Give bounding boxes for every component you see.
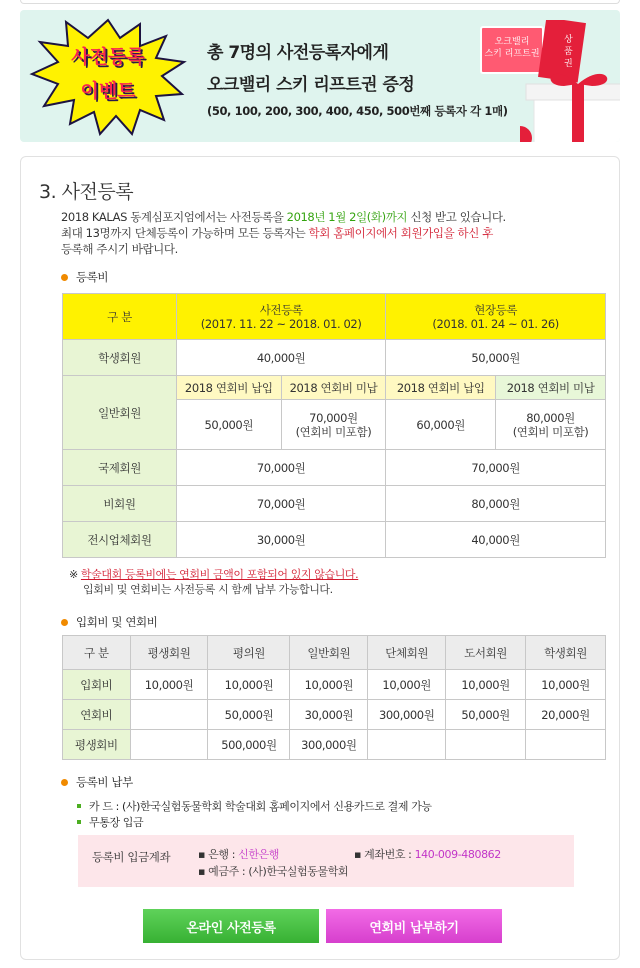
dues-cell: 10,000원 bbox=[526, 670, 606, 700]
row-label: 전시업체회원 bbox=[63, 522, 177, 558]
dues-cell bbox=[130, 700, 208, 730]
dues-header: 학생회원 bbox=[526, 636, 606, 670]
fee-header-site-range: (2018. 01. 24 ~ 01. 26) bbox=[432, 316, 559, 331]
intro-text-d: 최대 13명까지 단체등록이 가능하며 모든 등록자는 bbox=[61, 226, 309, 240]
dues-table bbox=[62, 635, 606, 760]
online-registration-button[interactable]: 온라인 사전등록 bbox=[143, 909, 319, 943]
row-label: 학생회원 bbox=[63, 340, 177, 376]
table-row bbox=[63, 670, 606, 700]
fee-cell: 80,000원 bbox=[386, 486, 606, 522]
dues-header: 도서회원 bbox=[446, 636, 526, 670]
sub-header: 2018 연회비 납입 bbox=[386, 376, 496, 400]
fee-cell: 70,000원 bbox=[176, 486, 385, 522]
fee-note-block bbox=[69, 567, 358, 597]
row-label: 일반회원 bbox=[63, 376, 177, 450]
payment-heading bbox=[61, 774, 133, 790]
dues-cell bbox=[368, 730, 446, 760]
dues-cell: 30,000원 bbox=[290, 700, 368, 730]
fee-note: (연회비 미포함) bbox=[512, 424, 589, 439]
pay-dues-button[interactable]: 연회비 납부하기 bbox=[326, 909, 502, 943]
fee-cell: 50,000원 bbox=[176, 400, 281, 450]
fee-note: (연회비 미포함) bbox=[295, 424, 372, 439]
fee-heading-label: 등록비 bbox=[76, 270, 109, 284]
fee-header-site-label: 현장등록 bbox=[474, 302, 518, 317]
fee-cell: 50,000원 bbox=[386, 340, 606, 376]
bullet-square-icon bbox=[77, 820, 81, 824]
intro-text-f: 등록해 주시기 바랍니다. bbox=[61, 242, 178, 256]
fee-header-site bbox=[386, 294, 606, 340]
fee-header-pre-label: 사전등록 bbox=[259, 302, 303, 317]
fee-cell: 30,000원 bbox=[176, 522, 385, 558]
dues-row-label: 연회비 bbox=[63, 700, 131, 730]
dues-heading bbox=[61, 614, 157, 630]
dues-cell: 50,000원 bbox=[208, 700, 290, 730]
account-holder: ▪ 예금주 : (사)한국실험동물학회 bbox=[198, 865, 349, 878]
note-mark: ※ bbox=[69, 568, 81, 581]
section-title: 3. 사전등록 bbox=[39, 181, 134, 203]
dues-cell: 10,000원 bbox=[130, 670, 208, 700]
intro-text-c: 신청 받고 있습니다. bbox=[407, 210, 506, 224]
banner-headline: 총 7명의 사전등록자에게 bbox=[207, 43, 389, 63]
dues-cell bbox=[130, 730, 208, 760]
fee-header-div: 구 분 bbox=[63, 294, 177, 340]
ticket-line1: 오크밸리 bbox=[494, 37, 530, 47]
fee-cell: 40,000원 bbox=[386, 522, 606, 558]
bullet-square-icon bbox=[77, 804, 81, 808]
dues-header: 평의원 bbox=[208, 636, 290, 670]
fee-value: 80,000원 bbox=[526, 410, 575, 425]
signup-highlight: 학회 홈페이지에서 회원가입을 하신 후 bbox=[308, 226, 493, 240]
dues-cell: 20,000원 bbox=[526, 700, 606, 730]
burst-line2: 이벤트 bbox=[80, 80, 136, 102]
banner-subheadline: 오크밸리 스키 리프트권 증정 bbox=[207, 75, 415, 95]
account-info bbox=[354, 846, 501, 862]
fee-note-1: 학술대회 등록비에는 연회비 금액이 포함되어 있지 않습니다. bbox=[80, 568, 359, 581]
fee-cell: 40,000원 bbox=[176, 340, 385, 376]
fee-table bbox=[62, 293, 606, 558]
account-label: 등록비 입금계좌 bbox=[92, 850, 171, 864]
fee-value: 70,000원 bbox=[309, 410, 358, 425]
table-row bbox=[63, 700, 606, 730]
row-label: 비회원 bbox=[63, 486, 177, 522]
dues-header: 일반회원 bbox=[290, 636, 368, 670]
gift-text: 상 bbox=[564, 35, 573, 45]
bank-prefix: ▪ 은행 : bbox=[198, 848, 239, 861]
sub-header: 2018 연회비 미납 bbox=[496, 376, 606, 400]
dues-header: 평생회원 bbox=[130, 636, 208, 670]
ticket-line2: 스키 리프트권 bbox=[484, 49, 540, 59]
dues-header: 단체회원 bbox=[368, 636, 446, 670]
fee-cell: 70,000원 bbox=[386, 450, 606, 486]
payment-heading-label: 등록비 납부 bbox=[76, 775, 133, 789]
card-payment-text: 카 드 : (사)한국실험동물학회 학술대회 홈페이지에서 신용카드로 결제 가능 bbox=[89, 800, 432, 813]
top-divider bbox=[20, 0, 620, 4]
fee-cell bbox=[496, 400, 606, 450]
dues-row-label: 입회비 bbox=[63, 670, 131, 700]
fee-header-pre-range: (2017. 11. 22 ~ 2018. 01. 02) bbox=[200, 316, 362, 331]
dues-cell: 300,000원 bbox=[290, 730, 368, 760]
fee-cell: 70,000원 bbox=[176, 450, 385, 486]
bank-transfer-text: 무통장 입금 bbox=[89, 816, 144, 829]
intro-text-a: 2018 KALAS 동계심포지엄에서는 사전등록을 bbox=[61, 210, 287, 224]
intro-text bbox=[61, 209, 601, 257]
table-row bbox=[63, 730, 606, 760]
dues-cell: 500,000원 bbox=[208, 730, 290, 760]
bank-name: 신한은행 bbox=[238, 848, 280, 861]
bullet-dot-icon bbox=[61, 274, 68, 281]
account-prefix: ▪ 계좌번호 : bbox=[354, 848, 415, 861]
dues-cell: 50,000원 bbox=[446, 700, 526, 730]
bullet-dot-icon bbox=[61, 779, 68, 786]
fee-cell bbox=[281, 400, 386, 450]
burst-line1: 사전등록 bbox=[71, 46, 145, 68]
fee-header-pre bbox=[176, 294, 385, 340]
row-label: 국제회원 bbox=[63, 450, 177, 486]
dues-cell: 300,000원 bbox=[368, 700, 446, 730]
fee-heading bbox=[61, 269, 108, 285]
dues-cell bbox=[446, 730, 526, 760]
gift-box-icon bbox=[520, 20, 620, 142]
dues-cell: 10,000원 bbox=[290, 670, 368, 700]
account-number: 140-009-480862 bbox=[414, 848, 501, 861]
dues-heading-label: 입회비 및 연회비 bbox=[76, 615, 158, 629]
sub-header: 2018 연회비 납입 bbox=[176, 376, 281, 400]
bank-transfer-item bbox=[77, 814, 143, 830]
dues-cell: 10,000원 bbox=[208, 670, 290, 700]
svg-text:권: 권 bbox=[564, 59, 573, 69]
deadline-highlight: 2018년 1월 2일(화)까지 bbox=[286, 210, 408, 224]
bank-info bbox=[198, 846, 279, 862]
dues-cell bbox=[526, 730, 606, 760]
card-payment-item bbox=[77, 798, 432, 814]
event-banner[interactable] bbox=[20, 10, 620, 142]
dues-cell: 10,000원 bbox=[368, 670, 446, 700]
banner-detail: (50, 100, 200, 300, 400, 450, 500번째 등록자 각 1매) bbox=[207, 104, 508, 118]
dues-header: 구 분 bbox=[63, 636, 131, 670]
fee-note-2: 입회비 및 연회비는 사전등록 시 함께 납부 가능합니다. bbox=[83, 583, 333, 596]
dues-cell: 10,000원 bbox=[446, 670, 526, 700]
burst-badge bbox=[28, 18, 188, 136]
sub-header: 2018 연회비 미납 bbox=[281, 376, 386, 400]
dues-row-label: 평생회비 bbox=[63, 730, 131, 760]
bullet-dot-icon bbox=[61, 619, 68, 626]
banner-copy bbox=[207, 38, 508, 119]
fee-cell: 60,000원 bbox=[386, 400, 496, 450]
registration-card bbox=[20, 156, 620, 960]
svg-text:품: 품 bbox=[564, 47, 573, 57]
account-box bbox=[78, 835, 574, 887]
